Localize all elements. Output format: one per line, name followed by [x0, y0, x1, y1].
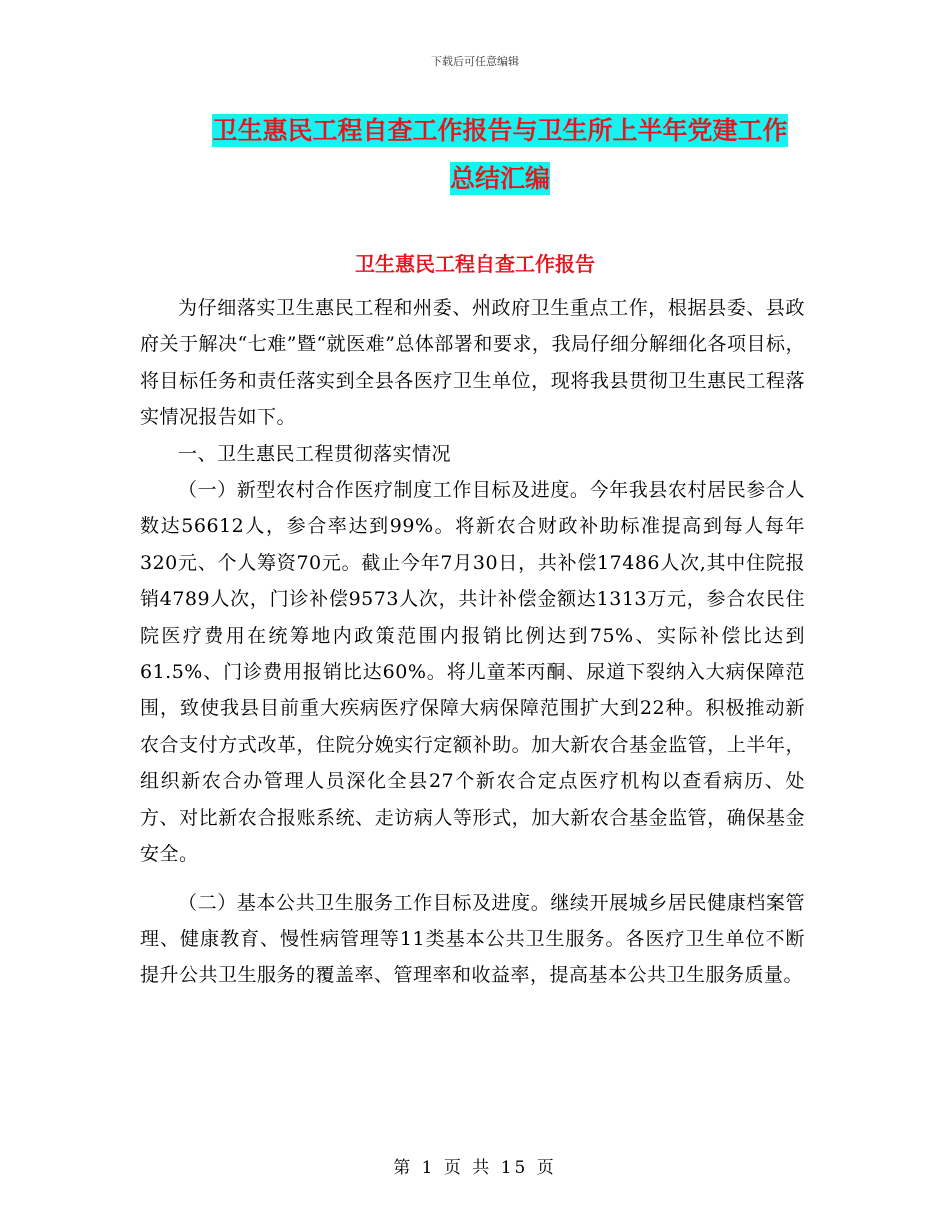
paragraph-intro: 为仔细落实卫生惠民工程和州委、州政府卫生重点工作，根据县委、县政府关于解决“七难”暨“就医难”总体部署和要求，我局仔细分解细化各项目标，将目标任务和责任落实到全县各医疗卫生单位，现将我县贯彻卫生惠民工程落实情况报告如下。	[140, 297, 805, 429]
document-title	[140, 107, 860, 203]
header-note: 下载后可任意编辑	[431, 55, 519, 68]
paragraph-item-2: （二）基本公共卫生服务工作目标及进度。继续开展城乡居民健康档案管理、健康教育、慢性病管理等11类基本公共卫生服务。各医疗卫生单位不断提升公共卫生服务的覆盖率、管理率和收益率，提高基本公共卫生服务质量。	[140, 891, 805, 987]
paragraph-heading-1: 一、卫生惠民工程贯彻落实情况	[178, 442, 452, 465]
document-title-line-1: 卫生惠民工程自查工作报告与卫生所上半年党建工作	[212, 116, 788, 145]
document-title-line-2: 总结汇编	[449, 164, 550, 193]
section-title: 卫生惠民工程自查工作报告	[355, 252, 595, 276]
body-text	[140, 290, 805, 994]
page-footer: 第 1 页 共 15 页	[393, 1158, 557, 1178]
paragraph-item-1: （一）新型农村合作医疗制度工作目标及进度。今年我县农村居民参合人数达56612人，参合率达到99%。将新农合财政补助标准提高到每人每年320元、个人筹资70元。截止今年7月30日，共补偿17486人次,其中住院报销4789人次，门诊补偿9573人次，共计补偿金额达1313万元，参合农民住院医疗费用在统筹地内政策范围内报销比例达到75%、实际补偿比达到61.5%、门诊费用报销比达60%。将儿童苯丙酮、尿道下裂纳入大病保障范围，致使我县目前重大疾病医疗保障大病保障范围扩大到22种。积极推动新农合支付方式改革，住院分娩实行定额补助。加大新农合基金监管，上半年，组织新农合办管理人员深化全县27个新农合定点医疗机构以查看病历、处方、对比新农合报账系统、走访病人等形式，加大新农合基金监管，确保基金安全。	[140, 479, 805, 866]
